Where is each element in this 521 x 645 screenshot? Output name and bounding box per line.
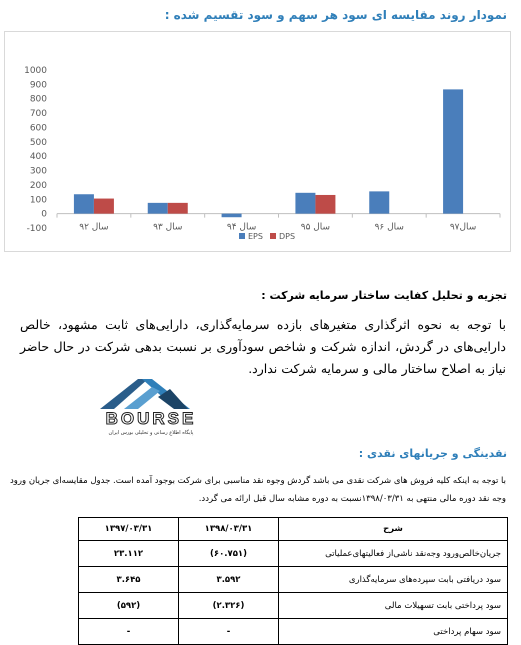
y-tick-label: 600: [29, 123, 47, 134]
x-tick-label: سال۹۷: [449, 222, 477, 233]
x-tick-label: سال ۹۵: [300, 222, 331, 233]
table-cell-description: جریان‌خالص‌ورود وجه‌نقد ناشی‌از فعالیتهای‌عملیاتی: [279, 541, 508, 567]
chart-frame: [4, 31, 511, 252]
bar-eps: [369, 191, 389, 213]
y-tick-label: 1000: [24, 66, 47, 76]
x-tick-label: سال ۹۴: [226, 222, 257, 233]
legend-swatch-eps: [239, 233, 245, 239]
section-heading-capital-structure: تجزیه و تحلیل کفایت ساختار سرمایه شرکت :: [261, 289, 507, 302]
legend-swatch-dps: [270, 233, 276, 239]
y-tick-label: 100: [29, 195, 47, 206]
table-cell-1398: (۲.۳۲۶): [179, 593, 279, 619]
table-cell-description: سود پرداختی بابت تسهیلات مالی: [279, 593, 508, 619]
table-header-1398: ۱۳۹۸/۰۳/۳۱: [179, 518, 279, 541]
legend-label-eps: EPS: [248, 232, 263, 241]
y-tick-label: 300: [29, 166, 47, 177]
table-header-1397: ۱۳۹۷/۰۳/۳۱: [79, 518, 179, 541]
table-cell-description: سود دریافتی بابت سپرده‌های سرمایه‌گذاری: [279, 567, 508, 593]
bar-dps: [94, 199, 114, 214]
table-header-row: [79, 518, 508, 541]
eps-dps-chart: [5, 32, 510, 251]
y-tick-label: 800: [29, 94, 47, 105]
section-heading-liquidity: نقدینگی و جریانهای نقدی :: [358, 447, 507, 460]
y-tick-label: 400: [29, 152, 47, 163]
table-cell-1398: -: [179, 619, 279, 645]
y-tick-label: 900: [29, 80, 47, 91]
cash-flow-table: [78, 517, 508, 645]
bar-eps: [295, 193, 315, 214]
x-tick-label: سال ۹۳: [153, 222, 183, 233]
y-tick-label: 0: [41, 209, 47, 220]
chart-title: نمودار روند مقایسه ای سود هر سهم و سود تقسیم شده :: [164, 8, 507, 22]
bar-eps: [222, 214, 242, 218]
table-header-description: شرح: [279, 518, 508, 541]
y-tick-label: 700: [29, 109, 47, 120]
table-cell-1398: (۶۰.۷۵۱): [179, 541, 279, 567]
table-row: [79, 541, 508, 567]
bar-eps: [148, 203, 168, 214]
y-tick-label: -100: [26, 224, 47, 234]
table-row: [79, 593, 508, 619]
table-cell-1397: ۳.۶۴۵: [79, 567, 179, 593]
table-row: [79, 567, 508, 593]
bar-eps: [443, 89, 463, 213]
svg-text:BOURSE: BOURSE: [105, 409, 197, 428]
x-tick-label: سال ۹۶: [374, 222, 404, 233]
table-cell-description: سود سهام پرداختی: [279, 619, 508, 645]
x-tick-label: سال ۹۲: [79, 222, 109, 233]
table-cell-1397: -: [79, 619, 179, 645]
y-tick-label: 200: [29, 180, 47, 191]
section-body-liquidity: با توجه به اینکه کلیه فروش های شرکت نقدی می باشد گردش وجوه نقد مناسبی برای شرکت بوجود آمده است. جدول مقایسه‌ای جریان ورود وجه نقد دوره مالی منتهی به ۱۳۹۸/۰۳/۳۱نسبت به دوره مشابه سال قبل ارائه می گردد.: [10, 476, 506, 504]
table-cell-1397: (۵۹۲): [79, 593, 179, 619]
table-row: [79, 619, 508, 645]
table-cell-1398: ۳.۵۹۲: [179, 567, 279, 593]
bar-dps: [315, 195, 335, 214]
section-body-capital-structure: با توجه به نحوه اثرگذاری متغیرهای بازده سرمایه‌گذاری، دارایی‌های ثابت مشهود، خالص دارایی‌های در گردش، اندازه شرکت و شاخص سودآوری بر نسبت بدهی شرکت در حال حاضر نیاز به اصلاح ساختار مالی و سرمایه شرکت ندارد.: [20, 317, 506, 376]
bar-dps: [168, 203, 188, 214]
legend-label-dps: DPS: [279, 232, 296, 241]
svg-text:پایگاه اطلاع رسانی و تحلیلی بو: پایگاه اطلاع رسانی و تحلیلی بورس ایران: [108, 430, 194, 436]
table-cell-1397: ۲۳.۱۱۲: [79, 541, 179, 567]
bourse-logo: [78, 377, 224, 437]
bar-eps: [74, 194, 94, 213]
y-tick-label: 500: [29, 137, 47, 148]
